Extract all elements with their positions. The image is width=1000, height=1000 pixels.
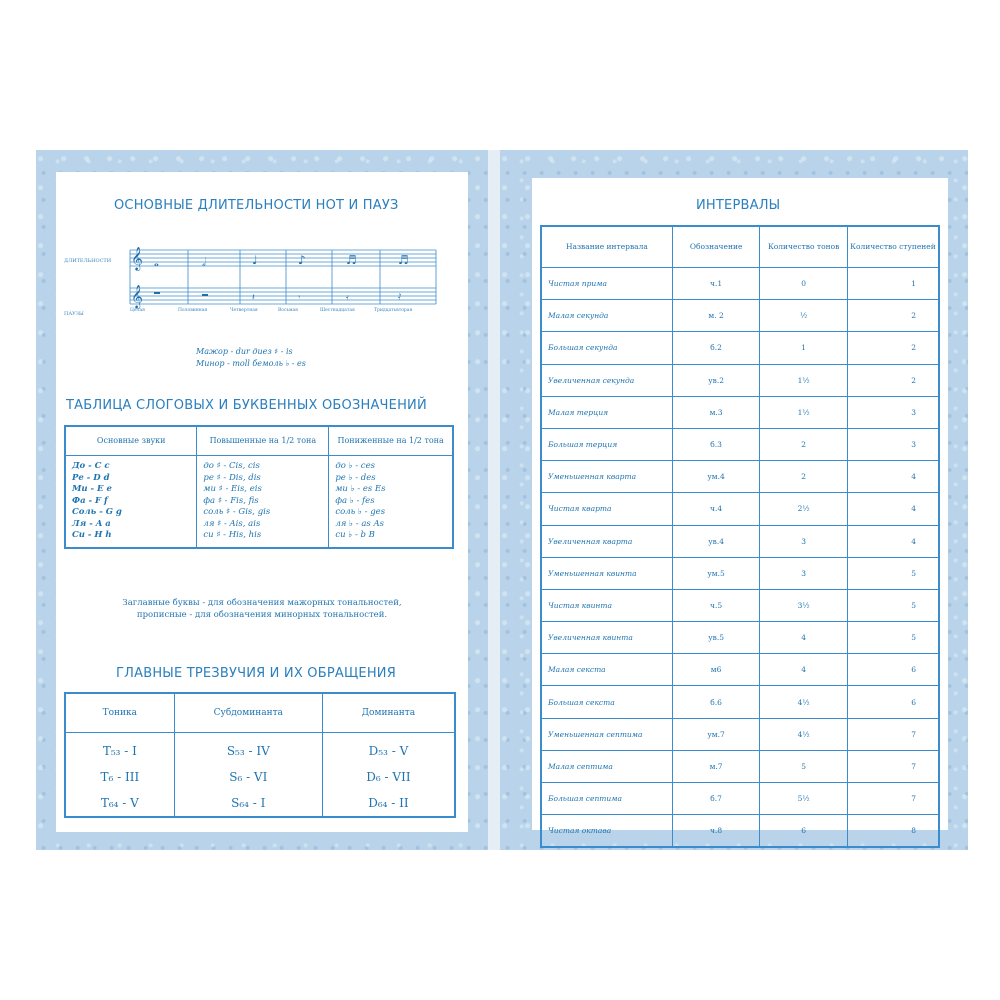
table-cell: 6 xyxy=(847,654,939,686)
table-row xyxy=(541,300,939,332)
table-row xyxy=(65,519,453,531)
syllable-table xyxy=(64,425,454,549)
table-cell: ½ xyxy=(760,300,848,332)
svg-text:♪: ♪ xyxy=(298,253,306,267)
table-cell: 5 xyxy=(847,589,939,621)
table-cell: 1 xyxy=(760,332,848,364)
table-cell: ми ♭ - es Es xyxy=(329,484,453,496)
table-row xyxy=(65,496,453,508)
table-cell: Большая терция xyxy=(541,428,672,460)
svg-text:𝄽: 𝄽 xyxy=(252,293,255,303)
table-cell: си ♯ - His, his xyxy=(197,530,329,548)
table-cell: м6 xyxy=(672,654,760,686)
note-duration-names xyxy=(124,308,454,318)
table-cell: Малая секста xyxy=(541,654,672,686)
table-cell: 1½ xyxy=(760,364,848,396)
table-cell: S₆ - VI xyxy=(174,764,322,790)
svg-text:♩: ♩ xyxy=(252,253,258,267)
column-header: Обозначение xyxy=(672,226,760,268)
table-cell: T₆₄ - V xyxy=(65,790,174,817)
staff-label-rests: ПАУЗЫ xyxy=(64,311,84,317)
table-row xyxy=(541,461,939,493)
table-cell: T₅₃ - I xyxy=(65,733,174,765)
table-cell: 2 xyxy=(847,364,939,396)
table-cell: Уменьшенная кварта xyxy=(541,461,672,493)
table-cell: Соль - G g xyxy=(65,507,197,519)
table-cell: Ре - D d xyxy=(65,473,197,485)
table-cell: D₆ - VII xyxy=(322,764,455,790)
table-cell: 3 xyxy=(760,525,848,557)
table-cell: ч.5 xyxy=(672,589,760,621)
table-cell: ум.7 xyxy=(672,718,760,750)
table-cell: Большая секунда xyxy=(541,332,672,364)
table-row xyxy=(65,530,453,548)
triads-title: ГЛАВНЫЕ ТРЕЗВУЧИЯ И ИХ ОБРАЩЕНИЯ xyxy=(116,666,396,681)
table-row xyxy=(65,733,455,765)
table-cell: D₅₃ - V xyxy=(322,733,455,765)
table-cell: S₆₄ - I xyxy=(174,790,322,817)
table-cell: ум.4 xyxy=(672,461,760,493)
svg-text:𝅝: 𝅝 xyxy=(154,255,159,269)
table-cell: ре ♭ - des xyxy=(329,473,453,485)
column-header: Пониженные на 1/2 тона xyxy=(329,426,453,456)
svg-text:♬: ♬ xyxy=(398,253,409,267)
table-row xyxy=(541,525,939,557)
table-cell: ля ♭ - as As xyxy=(329,519,453,531)
table-cell: Чистая прима xyxy=(541,268,672,300)
svg-text:𝅗𝅥: 𝅗𝅥 xyxy=(202,255,206,269)
table-cell: Большая секста xyxy=(541,686,672,718)
table-cell: ум.5 xyxy=(672,557,760,589)
table-row xyxy=(541,557,939,589)
table-cell: ув.2 xyxy=(672,364,760,396)
column-header: Основные звуки xyxy=(65,426,197,456)
table-cell: Си - H h xyxy=(65,530,197,548)
table-cell: T₆ - III xyxy=(65,764,174,790)
table-cell: 2½ xyxy=(760,493,848,525)
column-header: Тоника xyxy=(65,693,174,733)
table-cell: соль ♭ - ges xyxy=(329,507,453,519)
table-row xyxy=(541,783,939,815)
table-cell: 2 xyxy=(847,300,939,332)
table-cell: до ♭ - ces xyxy=(329,456,453,473)
syllable-table-title: ТАБЛИЦА СЛОГОВЫХ И БУКВЕННЫХ ОБОЗНАЧЕНИЙ xyxy=(66,398,427,413)
table-cell: 2 xyxy=(760,461,848,493)
table-cell: до ♯ - Cis, cis xyxy=(197,456,329,473)
intervals-body xyxy=(541,268,939,848)
table-cell: Увеличенная секунда xyxy=(541,364,672,396)
table-row xyxy=(65,764,455,790)
table-cell: 1½ xyxy=(760,396,848,428)
table-cell: Ля - A a xyxy=(65,519,197,531)
table-cell: 0 xyxy=(760,268,848,300)
table-cell: 2 xyxy=(847,332,939,364)
table-cell: ля ♯ - Ais, ais xyxy=(197,519,329,531)
note-line: прописные - для обозначения минорных тональностей. xyxy=(136,610,388,620)
table-row xyxy=(541,622,939,654)
major-sharp-line: Мажор - dur диез ♯ - is xyxy=(196,347,293,356)
table-cell: Чистая квинта xyxy=(541,589,672,621)
note-name: Половинная xyxy=(178,308,208,313)
table-cell: 3 xyxy=(760,557,848,589)
table-row xyxy=(541,654,939,686)
table-cell: Малая секунда xyxy=(541,300,672,332)
major-minor-legend xyxy=(196,346,306,370)
table-cell: 5½ xyxy=(760,783,848,815)
table-cell: 4½ xyxy=(760,718,848,750)
table-row xyxy=(541,396,939,428)
table-cell: 2 xyxy=(760,428,848,460)
table-cell: 3 xyxy=(847,428,939,460)
table-row xyxy=(541,428,939,460)
intervals-table xyxy=(540,225,940,848)
table-cell: ув.5 xyxy=(672,622,760,654)
note-name: Целая xyxy=(130,308,145,313)
table-cell: 5 xyxy=(847,622,939,654)
intervals-title: ИНТЕРВАЛЫ xyxy=(696,198,781,213)
column-header: Субдоминанта xyxy=(174,693,322,733)
table-cell: си ♭ - b B xyxy=(329,530,453,548)
column-header: Название интервала xyxy=(541,226,672,268)
table-cell: 4 xyxy=(847,461,939,493)
table-cell: Малая терция xyxy=(541,396,672,428)
table-cell: 5 xyxy=(847,557,939,589)
left-page xyxy=(56,172,468,832)
column-header: Доминанта xyxy=(322,693,455,733)
table-cell: ч.8 xyxy=(672,815,760,848)
table-cell: м.3 xyxy=(672,396,760,428)
table-cell: б.3 xyxy=(672,428,760,460)
table-cell: Увеличенная квинта xyxy=(541,622,672,654)
table-cell: S₅₃ - IV xyxy=(174,733,322,765)
table-cell: Уменьшенная квинта xyxy=(541,557,672,589)
table-cell: Ми - E e xyxy=(65,484,197,496)
table-cell: б.2 xyxy=(672,332,760,364)
staff-label-durations: ДЛИТЕЛЬНОСТИ xyxy=(64,258,112,264)
minor-flat-line: Минор - moll бемоль ♭ - es xyxy=(196,359,306,368)
table-cell: соль ♯ - Gis, gis xyxy=(197,507,329,519)
column-header: Повышенные на 1/2 тона xyxy=(197,426,329,456)
column-header: Количество ступеней xyxy=(847,226,939,268)
svg-text:𝄞: 𝄞 xyxy=(131,284,143,308)
capital-letters-note xyxy=(56,597,468,621)
table-cell: 4 xyxy=(760,622,848,654)
table-cell: 1 xyxy=(847,268,939,300)
table-row xyxy=(541,718,939,750)
table-row xyxy=(65,790,455,817)
table-row xyxy=(541,332,939,364)
table-cell: Увеличенная кварта xyxy=(541,525,672,557)
table-row xyxy=(541,589,939,621)
table-cell: 3½ xyxy=(760,589,848,621)
table-cell: Большая септима xyxy=(541,783,672,815)
table-cell: фа ♯ - Fis, fis xyxy=(197,496,329,508)
table-row xyxy=(541,686,939,718)
table-row xyxy=(65,507,453,519)
table-cell: D₆₄ - II xyxy=(322,790,455,817)
svg-text:𝄾: 𝄾 xyxy=(298,293,301,303)
table-cell: Малая септима xyxy=(541,750,672,782)
table-cell: б.7 xyxy=(672,783,760,815)
table-cell: 6 xyxy=(847,686,939,718)
table-cell: 7 xyxy=(847,750,939,782)
table-cell: 7 xyxy=(847,783,939,815)
table-cell: 4 xyxy=(847,493,939,525)
table-cell: Чистая октава xyxy=(541,815,672,848)
table-cell: 8 xyxy=(847,815,939,848)
table-cell: 6 xyxy=(760,815,848,848)
table-cell: 3 xyxy=(847,396,939,428)
table-cell: ми ♯ - Eis, eis xyxy=(197,484,329,496)
svg-text:𝄿: 𝄿 xyxy=(346,293,349,303)
column-header: Количество тонов xyxy=(760,226,848,268)
table-cell: ре ♯ - Dis, dis xyxy=(197,473,329,485)
table-row xyxy=(65,484,453,496)
note-name: Четвертная xyxy=(230,308,258,313)
table-cell: Уменьшенная септима xyxy=(541,718,672,750)
table-cell: 4 xyxy=(760,654,848,686)
table-row xyxy=(541,268,939,300)
table-row xyxy=(541,364,939,396)
table-row xyxy=(541,750,939,782)
right-page xyxy=(532,178,948,836)
table-cell: ч.1 xyxy=(672,268,760,300)
book-spine xyxy=(488,150,500,850)
table-cell: м. 2 xyxy=(672,300,760,332)
table-row xyxy=(65,473,453,485)
table-cell: 7 xyxy=(847,718,939,750)
durations-title: ОСНОВНЫЕ ДЛИТЕЛЬНОСТИ НОТ И ПАУЗ xyxy=(114,198,399,213)
svg-text:𝅀: 𝅀 xyxy=(398,293,402,303)
table-row xyxy=(541,493,939,525)
note-line: Заглавные буквы - для обозначения мажорных тональностей, xyxy=(122,598,402,608)
table-row xyxy=(65,456,453,473)
table-cell: 5 xyxy=(760,750,848,782)
note-name: Тридцатьвторая xyxy=(374,308,413,313)
table-cell: м.7 xyxy=(672,750,760,782)
table-cell: До - C c xyxy=(65,456,197,473)
note-name: Восьмая xyxy=(278,308,299,313)
svg-text:𝄞: 𝄞 xyxy=(131,246,143,270)
table-cell: ч.4 xyxy=(672,493,760,525)
table-cell: б.6 xyxy=(672,686,760,718)
table-cell: 4 xyxy=(847,525,939,557)
table-row xyxy=(541,815,939,848)
triads-table xyxy=(64,692,456,818)
svg-text:♬: ♬ xyxy=(346,253,357,267)
note-name: Шестнадцатая xyxy=(320,308,355,313)
table-cell: Чистая кварта xyxy=(541,493,672,525)
table-cell: Фа - F f xyxy=(65,496,197,508)
table-cell: фа ♭ - fes xyxy=(329,496,453,508)
table-cell: 4½ xyxy=(760,686,848,718)
table-cell: ув.4 xyxy=(672,525,760,557)
